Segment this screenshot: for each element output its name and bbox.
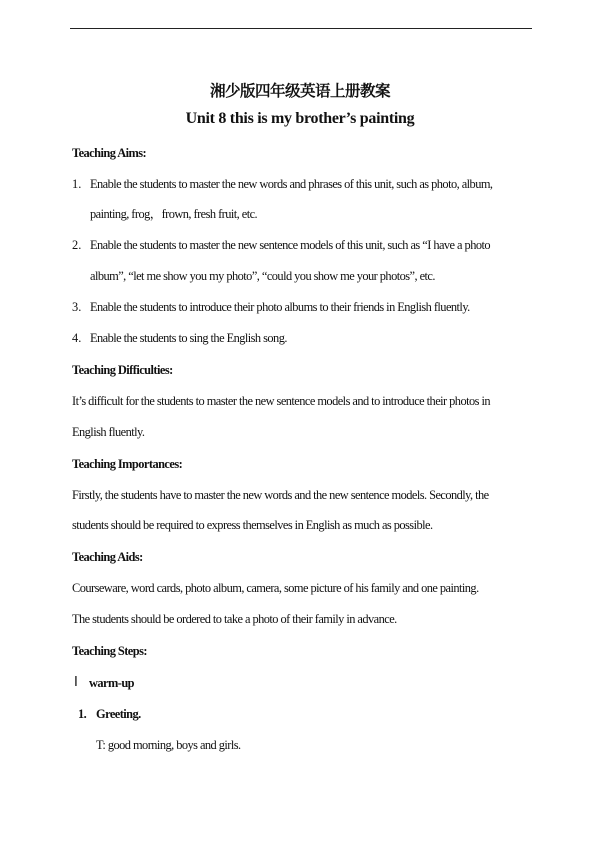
aids-heading: Teaching Aids:: [72, 550, 143, 564]
steps-section-numeral: Ⅰ: [74, 675, 78, 690]
aims-item-2-line-1: Enable the students to master the new sentence models of this unit, such as “I have a photo: [90, 238, 491, 252]
aims-item-3-line-1: Enable the students to introduce their photo albums to their friends in English fluently.: [90, 300, 470, 314]
aims-heading: Teaching Aims:: [72, 146, 147, 160]
aims-item-1-number: 1.: [72, 177, 82, 191]
steps-heading: Teaching Steps:: [72, 644, 147, 658]
aims-item-2-number: 2.: [72, 238, 82, 252]
header-rule: [70, 28, 532, 29]
aims-item-1-line-1: Enable the students to master the new words and phrases of this unit, such as photo, album,: [90, 177, 493, 191]
steps-step-1-number: 1.: [78, 707, 87, 721]
steps-step-1-label: Greeting.: [96, 707, 141, 721]
aids-line-1: Courseware, word cards, photo album, camera, some picture of his family and one painting.: [72, 581, 479, 595]
aims-item-4-number: 4.: [72, 331, 82, 345]
steps-section-label: warm-up: [89, 676, 135, 690]
document-title-chinese: 湘少版四年级英语上册教案: [209, 82, 390, 100]
aims-item-2-line-2: album”, “let me show you my photo”, “could you show me your photos”, etc.: [90, 269, 435, 283]
importances-heading: Teaching Importances:: [72, 457, 183, 471]
aims-item-3-number: 3.: [72, 300, 82, 314]
document-title-english: Unit 8 this is my brother’s painting: [185, 110, 415, 127]
aims-item-1-line-2: painting, frog，frown, fresh fruit, etc.: [90, 207, 258, 221]
aids-line-2: The students should be ordered to take a photo of their family in advance.: [72, 612, 397, 626]
difficulties-heading: Teaching Difficulties:: [72, 363, 173, 377]
steps-dialogue-line: T: good morning, boys and girls.: [96, 738, 241, 752]
importances-line-2: students should be required to express themselves in English as much as possible.: [72, 518, 433, 532]
difficulties-line-1: It’s difficult for the students to master the new sentence models and to introduce their photos in: [72, 394, 490, 408]
importances-line-1: Firstly, the students have to master the new words and the new sentence models. Secondly, the: [72, 488, 489, 502]
aims-item-4-line-1: Enable the students to sing the English song.: [90, 331, 287, 345]
difficulties-line-2: English fluently.: [72, 425, 145, 439]
